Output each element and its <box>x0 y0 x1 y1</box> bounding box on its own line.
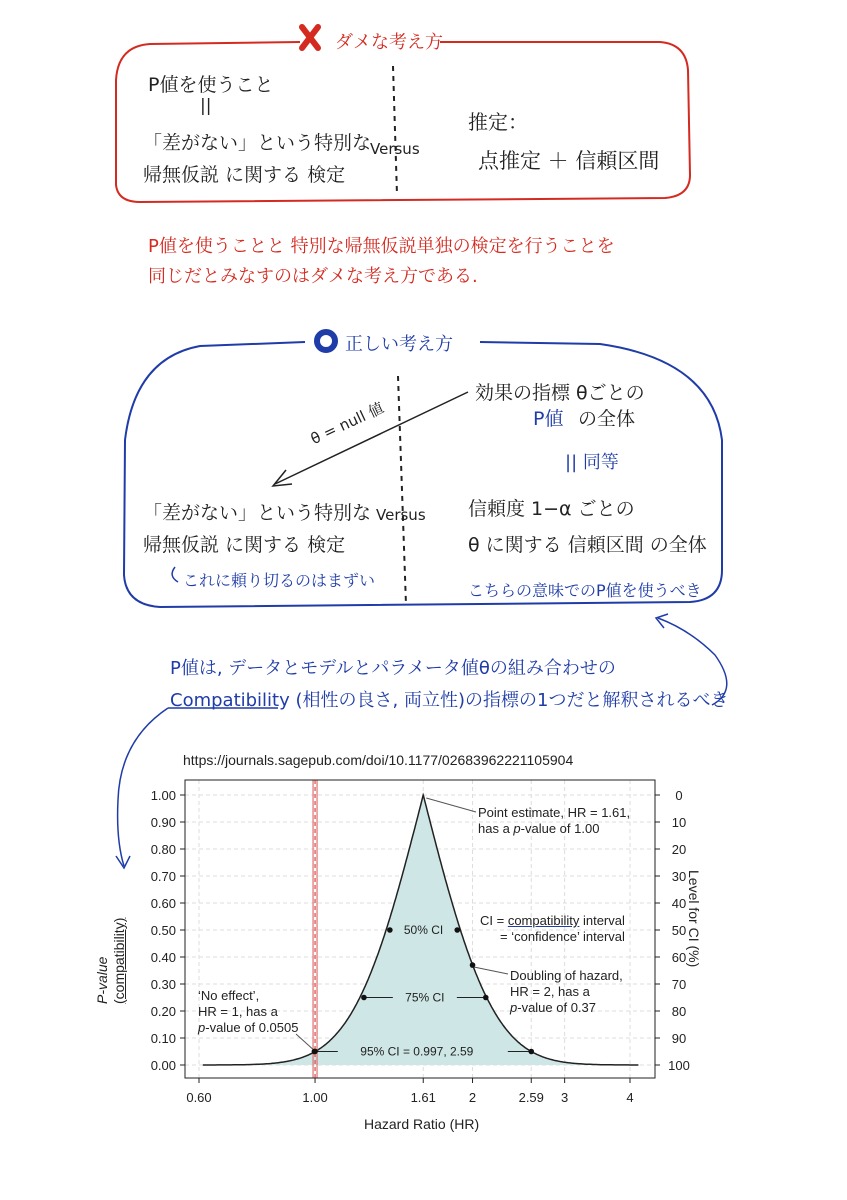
annotation-null-line3: p-value of 0.0505 <box>198 1020 299 1035</box>
y-tick-label: 0.60 <box>150 896 176 911</box>
good-title: 正しい考え方 <box>345 334 453 355</box>
y2-tick-label: 30 <box>671 869 687 884</box>
y2-tick-label: 20 <box>671 842 687 857</box>
annotation-ci <box>480 913 625 945</box>
y-tick-label: 0.50 <box>150 923 176 938</box>
good-arrow-label: θ = null 値 <box>307 398 387 449</box>
good-right-line1: 信頼度 1−α ごとの <box>468 498 635 520</box>
y2-axis-label: Level for CI (%) <box>686 870 702 968</box>
x-tick-label: 1.61 <box>410 1090 436 1105</box>
annotation-doubling-line2: HR = 2, has a <box>510 984 590 999</box>
y2-tick-label: 50 <box>671 923 687 938</box>
annotation-doubling-line1: Doubling of hazard, <box>510 968 623 983</box>
annotation-point-estimate <box>478 805 630 837</box>
x-tick-label: 4 <box>626 1090 634 1105</box>
bad-right-line2: 点推定 ＋ 信頼区間 <box>478 149 660 173</box>
statement-rest: (相性の良さ, 両立性)の指標の1つだと解釈されるべき <box>295 690 729 711</box>
bad-title: ダメな考え方 <box>335 32 443 53</box>
y-tick-label: 1.00 <box>150 788 176 803</box>
leader-point-estimate <box>426 798 476 812</box>
annotation-ci-line1: CI = compatibility interval <box>480 913 625 928</box>
x-axis-label: Hazard Ratio (HR) <box>364 1116 480 1132</box>
interval-point <box>454 927 460 933</box>
annotation-doubling-line3: p-value of 0.37 <box>510 1000 597 1015</box>
interval-point <box>528 1049 534 1055</box>
annotation-no-effect <box>198 988 298 1036</box>
y2-tick-label: 40 <box>671 896 687 911</box>
x-tick-label: 1.00 <box>302 1090 328 1105</box>
y-tick-label: 0.10 <box>150 1031 176 1046</box>
leader-no-effect <box>296 1034 313 1049</box>
statement-compatibility: Compatibility <box>170 690 290 711</box>
x-tick-label: 2.59 <box>518 1090 544 1105</box>
bad-left-line1: P値を使うこと <box>148 74 274 96</box>
marked-point <box>470 962 476 968</box>
good-left-note: これに頼り切るのはまずい <box>183 571 376 590</box>
y2-tick-label: 80 <box>671 1004 687 1019</box>
bad-equals: || <box>200 96 212 116</box>
y-tick-label: 0.90 <box>150 815 176 830</box>
good-top-right-line2: の全体 <box>578 408 636 430</box>
annotation-point-line1: Point estimate, HR = 1.61, <box>478 805 631 820</box>
figure-url[interactable]: https://journals.sagepub.com/doi/10.1177/02683962221105904 <box>183 752 574 768</box>
good-equivalent: || 同等 <box>565 452 619 473</box>
bad-note-line1: P値を使うことと 特別な帰無仮説単独の検定を行うことを <box>148 236 615 257</box>
annotation-doubling <box>510 968 623 1016</box>
y-axis-label <box>94 918 128 1004</box>
good-versus: Versus <box>376 506 426 524</box>
annotation-ci-line2: = ‘confidence’ interval <box>500 929 625 944</box>
y2-tick-label: 90 <box>671 1031 687 1046</box>
good-right-line2: θ に関する 信頼区間 の全体 <box>468 534 707 556</box>
interval-point <box>361 995 367 1001</box>
bad-right-line1: 推定： <box>468 110 528 134</box>
y2-tick-label: 0 <box>675 788 683 803</box>
bad-left-line3: 帰無仮説 に関する 検定 <box>143 164 346 186</box>
bad-left-line2: 「差がない」という特別な <box>143 132 372 154</box>
x-tick-label: 2 <box>468 1090 477 1105</box>
good-top-right-line1: 効果の指標 θごとの <box>475 382 645 404</box>
y-axis-label-line2: (compatibility) <box>111 917 127 1004</box>
y-axis-label-line1: P-value <box>94 956 110 1004</box>
y-tick-label: 0.00 <box>150 1058 176 1073</box>
y-tick-label: 0.80 <box>150 842 176 857</box>
y-tick-label: 0.40 <box>150 950 176 965</box>
interval-label: 95% CI = 0.997, 2.59 <box>360 1044 474 1059</box>
interval-label: 50% CI <box>403 923 444 937</box>
y2-tick-label: 100 <box>668 1058 690 1073</box>
interval-label: 75% CI <box>405 990 445 1005</box>
good-left-line2: 帰無仮説 に関する 検定 <box>143 534 346 556</box>
good-left-line1: 「差がない」という特別な <box>143 502 372 524</box>
bad-note-line2: 同じだとみなすのはダメな考え方である. <box>148 266 478 287</box>
leader-doubling <box>475 967 508 974</box>
annotation-null-line2: HR = 1, has a <box>198 1004 278 1019</box>
interval-point <box>387 927 393 933</box>
good-right-note: こちらの意味でのP値を使うべき <box>468 581 702 600</box>
good-pvalue-word: P値 <box>533 408 564 430</box>
y-tick-label: 0.30 <box>150 977 176 992</box>
y-tick-label: 0.20 <box>150 1004 176 1019</box>
bad-versus: Versus <box>370 140 420 158</box>
y2-tick-label: 70 <box>671 977 687 992</box>
annotation-null-line1: ‘No effect’, <box>198 988 260 1003</box>
annotation-point-line2: has a p-value of 1.00 <box>478 821 600 836</box>
y2-tick-label: 60 <box>671 950 687 965</box>
y-tick-label: 0.70 <box>150 869 176 884</box>
statement-line1: P値は, データとモデルとパラメータ値θの組み合わせの <box>170 658 616 679</box>
x-tick-label: 3 <box>561 1090 569 1105</box>
marked-point <box>312 1049 318 1055</box>
x-tick-label: 0.60 <box>186 1090 212 1105</box>
interval-point <box>483 995 489 1001</box>
y2-tick-label: 10 <box>671 815 687 830</box>
